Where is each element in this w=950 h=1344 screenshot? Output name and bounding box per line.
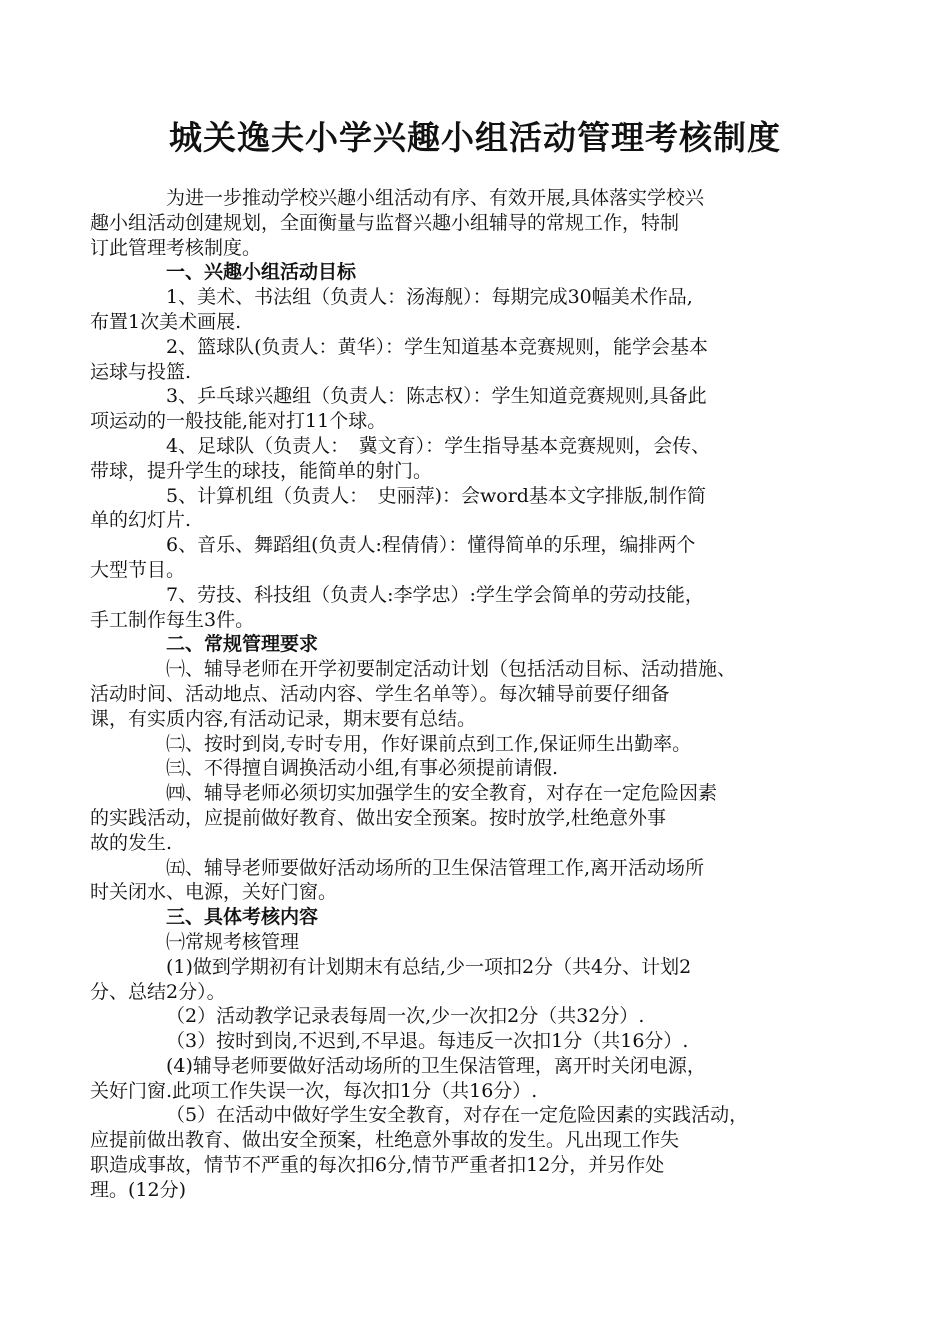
text-line: 分、总结2分）。 [90, 980, 226, 1003]
paragraph [90, 1054, 828, 1104]
text-line: 大型节目。 [90, 558, 186, 581]
text-line: 1、美术、书法组（负责人：汤海舰）：每期完成30幅美术作品, [166, 286, 693, 309]
text-line: 一、兴趣小组活动目标 [166, 261, 357, 284]
paragraph [90, 434, 828, 484]
text-line: 项运动的一般技能,能对打11个球。 [90, 410, 387, 433]
text-line: 手工制作每生3件。 [90, 608, 255, 631]
text-line: 关好门窗.此项工作失误一次，每次扣1分（共16分）. [90, 1079, 538, 1102]
text-line: 故的发生. [90, 831, 173, 854]
text-line: 布置1次美术画展. [90, 310, 242, 333]
text-line: 三、具体考核内容 [166, 906, 319, 929]
text-line: 职造成事故，情节不严重的每次扣6分,情节严重者扣12分，并另作处 [90, 1154, 665, 1177]
text-line: 运球与投篮. [90, 360, 192, 383]
text-line: 2、篮球队(负责人：黄华）：学生知道基本竞赛规则，能学会基本 [166, 335, 709, 358]
text-line: 理。(12分) [90, 1178, 187, 1201]
page-title: 城关逸夫小学兴趣小组活动管理考核制度 [169, 118, 781, 157]
section-heading [128, 632, 828, 657]
paragraph [90, 285, 828, 335]
text-line: (4)辅导老师要做好活动场所的卫生保洁管理，离开时关闭电源， [166, 1054, 706, 1077]
paragraph [90, 335, 828, 385]
text-line: 4、足球队（负责人： 冀文育）：学生指导基本竞赛规则，会传、 [166, 434, 711, 457]
section-heading [128, 260, 828, 285]
text-line: ㈤、辅导老师要做好活动场所的卫生保洁管理工作,离开活动场所 [166, 856, 705, 879]
paragraph [128, 1004, 828, 1029]
paragraph [90, 186, 828, 260]
text-line: 6、音乐、舞蹈组(负责人:程倩倩）：懂得简单的乐理，编排两个 [166, 534, 696, 557]
paragraph [128, 1029, 828, 1054]
text-line: (1)做到学期初有计划期末有总结,少一项扣2分（共4分、计划2 [166, 955, 692, 978]
paragraph [90, 583, 828, 633]
text-line: 7、劳技、科技组（负责人:李学忠）:学生学会简单的劳动技能， [166, 583, 704, 606]
text-line: （2）活动教学记录表每周一次,少一次扣2分（共32分）. [166, 1005, 645, 1028]
text-line: 趣小组活动创建规划，全面衡量与监督兴趣小组辅导的常规工作，特制 [90, 211, 680, 234]
text-line: 订此管理考核制度。 [90, 236, 262, 259]
paragraph [90, 955, 828, 1005]
paragraph [90, 781, 828, 855]
text-line: ㈡、按时到岗,专时专用，作好课前点到工作,保证师生出勤率。 [166, 732, 692, 755]
text-line: 为进一步推动学校兴趣小组活动有序、有效开展,具体落实学校兴 [166, 187, 705, 209]
paragraph [90, 484, 828, 534]
paragraph [128, 756, 828, 781]
paragraph [90, 533, 828, 583]
paragraph [128, 930, 828, 955]
text-line: 活动时间、活动地点、活动内容、学生名单等）。每次辅导前要仔细备 [90, 682, 670, 705]
paragraph [90, 657, 828, 731]
text-line: 应提前做出教育、做出安全预案，杜绝意外事故的发生。凡出现工作失 [90, 1129, 680, 1152]
text-line: 二、常规管理要求 [166, 633, 319, 656]
document-body [90, 186, 828, 1203]
text-line: ㈣、辅导老师必须切实加强学生的安全教育，对存在一定危险因素 [166, 782, 718, 805]
text-line: 5、计算机组（负责人： 史丽萍)：会word基本文字排版,制作简 [166, 484, 706, 507]
paragraph [90, 1103, 828, 1202]
paragraph [90, 384, 828, 434]
text-line: （3）按时到岗,不迟到,不早退。每违反一次扣1分（共16分）. [166, 1030, 689, 1053]
text-line: 带球，提升学生的球技，能简单的射门。 [90, 459, 433, 482]
text-line: ㈢、不得擅自调换活动小组,有事必须提前请假. [166, 757, 559, 780]
paragraph [90, 856, 828, 906]
text-line: 的实践活动，应提前做好教育、做出安全预案。按时放学,杜绝意外事 [90, 806, 667, 829]
text-line: ㈠、辅导老师在开学初要制定活动计划（包括活动目标、活动措施、 [166, 658, 737, 681]
text-line: ㈠常规考核管理 [166, 930, 300, 953]
text-line: 3、乒乓球兴趣组（负责人：陈志权）：学生知道竞赛规则,具备此 [166, 385, 707, 408]
text-line: 课，有实质内容,有活动记录，期末要有总结。 [90, 707, 477, 730]
text-line: （5）在活动中做好学生安全教育，对存在一定危险因素的实践活动， [166, 1104, 749, 1127]
text-line: 单的幻灯片. [90, 509, 192, 532]
text-line: 时关闭水、电源，关好门窗。 [90, 881, 338, 904]
paragraph [128, 732, 828, 757]
section-heading [128, 905, 828, 930]
